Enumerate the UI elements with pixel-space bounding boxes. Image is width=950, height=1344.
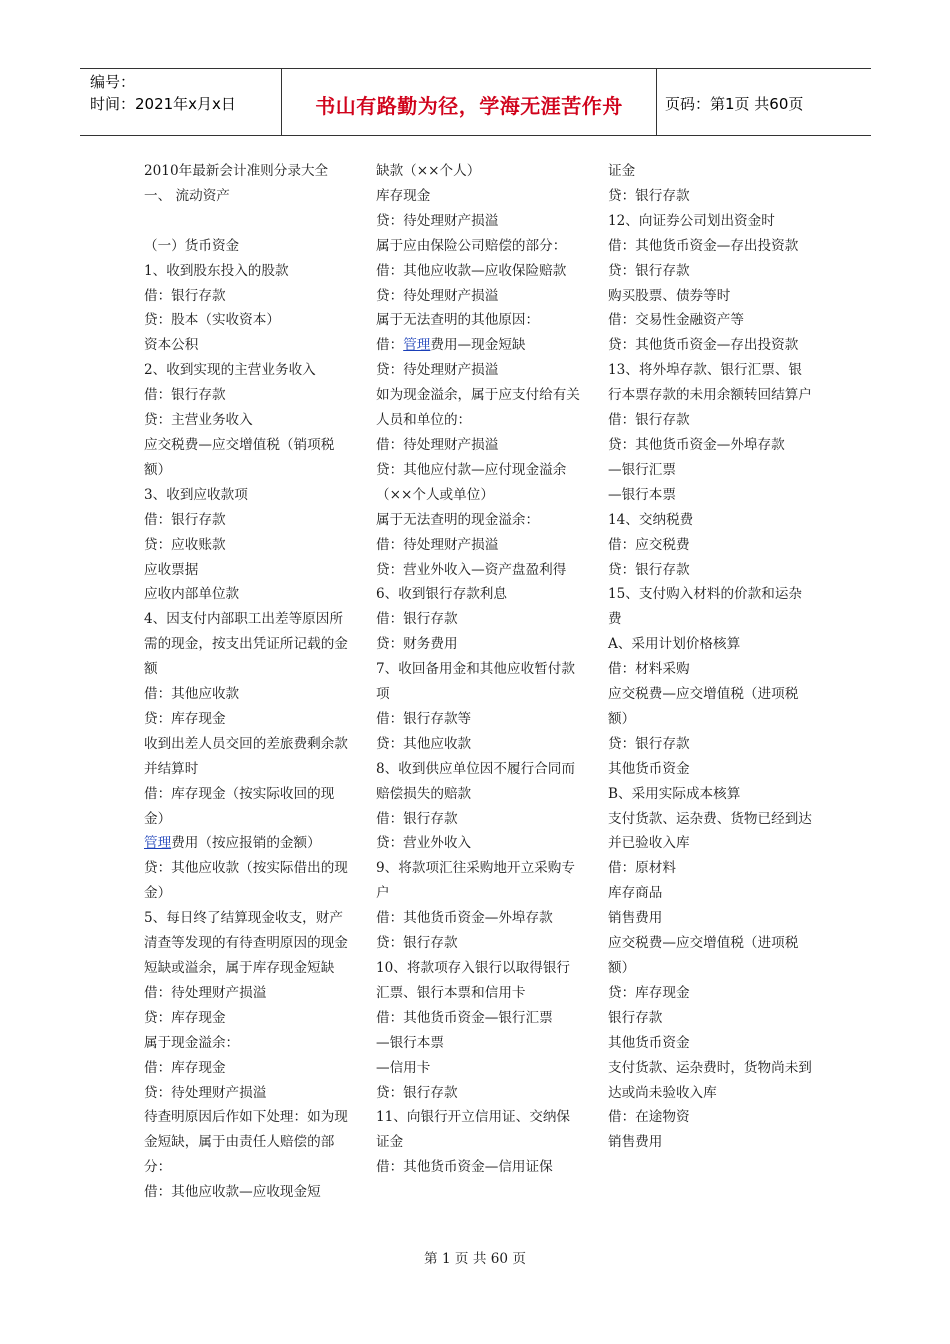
text-line: 2010年最新会计准则分录大全 <box>144 163 329 179</box>
management-link[interactable]: 管理 <box>144 835 172 852</box>
text-line: 3、收到应收款项 <box>144 486 248 503</box>
header-divider <box>656 69 657 135</box>
text-line: 资本公积 <box>144 337 199 354</box>
text-line: 借：其他应收款—应收保险赔款 <box>376 262 567 279</box>
text-line: 借：其他货币资金—信用证保 <box>376 1159 553 1176</box>
text-line: 证金 <box>608 163 636 179</box>
text-line: 11、向银行开立信用证、交纳保证金 <box>376 1109 571 1151</box>
text-line: 贷：营业外收入—资产盘盈利得 <box>376 561 567 578</box>
header-page-info: 页码：第1页 共60页 <box>665 95 804 113</box>
number-label: 编号： <box>90 73 136 91</box>
text-line: 贷：其他货币资金—外埠存款 <box>608 436 785 453</box>
text-line: 借：待处理财产损溢 <box>144 984 267 1001</box>
text-line: 借：待处理财产损溢 <box>376 536 499 553</box>
text-line: 6、收到银行存款利息 <box>376 586 507 603</box>
text-line: 借：银行存款 <box>144 387 226 404</box>
text-line: 收到出差人员交回的差旅费剩余款并结算时 <box>144 735 348 777</box>
text-line: 借：在途物资 <box>608 1109 690 1126</box>
text-column-1 <box>144 159 349 1205</box>
text-column-2 <box>376 159 581 1180</box>
text-line: 借：银行存款 <box>376 611 458 628</box>
text-line: 缺款（××个人） <box>376 163 481 179</box>
text-line: 支付货款、运杂费时，货物尚未到达或尚未验收入库 <box>608 1059 812 1101</box>
header-motto: 书山有路勤为径，学海无涯苦作舟 <box>315 94 623 118</box>
text-line: 属于现金溢余： <box>144 1034 240 1051</box>
text-line: 应交税费—应交增值税（进项税额） <box>608 686 799 727</box>
text-line: 7、收回备用金和其他应收暂付款项 <box>376 661 575 703</box>
text-line: 借：其他货币资金—存出投资款 <box>608 237 799 254</box>
text-line: 应交税费—应交增值税（销项税额） <box>144 436 335 478</box>
page-header <box>80 68 871 136</box>
text-line: 库存现金 <box>376 187 431 204</box>
text-line: 库存商品 <box>608 885 663 902</box>
text-line: 借：银行存款等 <box>376 710 472 727</box>
text-line: 支付货款、运杂费、货物已经到达并已验收入库 <box>608 810 812 852</box>
text-line: 借：应交税费 <box>608 536 690 553</box>
text-line: 借：其他应收款 <box>144 686 240 703</box>
text-line: 贷：其他货币资金—存出投资款 <box>608 337 799 354</box>
text-line: 借：交易性金融资产等 <box>608 312 744 329</box>
text-line: 10、将款项存入银行以取得银行汇票、银行本票和信用卡 <box>376 960 571 1001</box>
page-footer: 第 1 页 共 60 页 <box>424 1251 526 1267</box>
text-line: 属于无法查明的现金溢余： <box>376 511 540 528</box>
text-line: 购买股票、债券等时 <box>608 287 731 304</box>
text-line: 贷：待处理财产损溢 <box>376 212 499 229</box>
text-line: 贷：银行存款 <box>608 735 690 752</box>
text-line <box>144 209 349 234</box>
text-line: 属于无法查明的其他原因： <box>376 312 540 329</box>
text-line: 其他货币资金 <box>608 1034 690 1051</box>
text-line: 借：其他货币资金—外埠存款 <box>376 910 553 927</box>
text-line: 5、每日终了结算现金收支，财产清查等发现的有待查明原因的现金短缺或溢余，属于库存现金短缺 <box>144 910 348 976</box>
text-line: 1、收到股东投入的股款 <box>144 262 289 279</box>
text-line: 9、将款项汇往采购地开立采购专户 <box>376 860 575 902</box>
text-line: 12、向证券公司划出资金时 <box>608 212 775 229</box>
text-line: 14、交纳税费 <box>608 511 694 528</box>
text-line: 应收票据 <box>144 561 199 578</box>
text-line: 贷：待处理财产损溢 <box>376 362 499 379</box>
text-line: 贷：待处理财产损溢 <box>376 287 499 304</box>
text-line: 贷：银行存款 <box>608 561 690 578</box>
text-line: 应收内部单位款 <box>144 586 240 603</box>
text-line: 待查明原因后作如下处理：如为现金短缺，属于由责任人赔偿的部分： <box>144 1109 348 1176</box>
text-line: —银行本票 <box>376 1034 444 1051</box>
text-line: —信用卡 <box>376 1059 431 1076</box>
text-line: A、采用计划价格核算 <box>608 636 741 653</box>
text-line: 借：待处理财产损溢 <box>376 436 499 453</box>
text-line: 借：其他货币资金—银行汇票 <box>376 1009 553 1026</box>
text-line: 15、支付购入材料的价款和运杂费 <box>608 586 803 628</box>
text-line: （一）货币资金 <box>144 237 240 254</box>
text-line: 借：库存现金 <box>144 1059 226 1076</box>
text-line: 8、收到供应单位因不履行合同而赔偿损失的赔款 <box>376 760 575 802</box>
text-line: 银行存款 <box>608 1009 663 1026</box>
text-line: 贷：银行存款 <box>376 1084 458 1101</box>
text-line: 2、收到实现的主营业务收入 <box>144 362 316 379</box>
text-line: 其他货币资金 <box>608 760 690 777</box>
text-line: 13、将外埠存款、银行汇票、银行本票存款的未用余额转回结算户 <box>608 362 812 404</box>
text-line: 贷：库存现金 <box>144 710 226 727</box>
text-line: 贷：主营业务收入 <box>144 412 253 429</box>
text-line: 贷：股本（实收资本） <box>144 312 280 329</box>
text-line: 借：库存现金（按实际收回的现金） <box>144 785 335 827</box>
text-line: —银行本票 <box>608 486 676 503</box>
text-line: 贷：银行存款 <box>376 935 458 952</box>
text-line: 销售费用 <box>608 1134 663 1151</box>
text-line: 贷：其他应收款 <box>376 735 472 752</box>
text-span: 费用—现金短缺 <box>430 337 526 354</box>
text-line: 4、因支付内部职工出差等原因所需的现金，按支出凭证所记载的金额 <box>144 611 348 678</box>
text-line: 销售费用 <box>608 910 663 927</box>
text-line: 借：银行存款 <box>144 287 226 304</box>
text-line: 借：其他应收款—应收现金短 <box>144 1184 321 1201</box>
management-link[interactable]: 管理 <box>403 337 431 354</box>
text-line <box>144 831 349 856</box>
text-line: 贷：其他应付款—应付现金溢余（××个人或单位） <box>376 461 567 503</box>
text-line: 贷：营业外收入 <box>376 835 472 852</box>
text-line: 属于应由保险公司赔偿的部分： <box>376 237 567 254</box>
time-label: 时间：2021年x月x日 <box>90 95 236 113</box>
text-line: 贷：待处理财产损溢 <box>144 1084 267 1101</box>
text-line: 借：银行存款 <box>376 810 458 827</box>
text-line: 贷：其他应收款（按实际借出的现金） <box>144 860 348 902</box>
text-line: 贷：库存现金 <box>144 1009 226 1026</box>
text-line: 贷：银行存款 <box>608 262 690 279</box>
text-line: 借：银行存款 <box>144 511 226 528</box>
text-line: 贷：财务费用 <box>376 636 458 653</box>
text-line: 应交税费—应交增值税（进项税额） <box>608 935 799 976</box>
text-line: 一、 流动资产 <box>144 187 230 204</box>
text-line: B、采用实际成本核算 <box>608 785 741 802</box>
text-line <box>376 333 581 358</box>
text-line: 贷：库存现金 <box>608 984 690 1001</box>
text-line: —银行汇票 <box>608 461 676 478</box>
text-line: 贷：应收账款 <box>144 536 226 553</box>
text-column-3 <box>608 159 813 1155</box>
text-line: 借：原材料 <box>608 860 676 877</box>
text-span: 借： <box>376 337 404 354</box>
text-line: 如为现金溢余，属于应支付给有关人员和单位的： <box>376 387 580 429</box>
text-span: 费用（按应报销的金额） <box>171 835 321 852</box>
text-line: 借：银行存款 <box>608 412 690 429</box>
text-line: 借：材料采购 <box>608 661 690 678</box>
text-line: 贷：银行存款 <box>608 187 690 204</box>
header-meta <box>90 71 236 115</box>
